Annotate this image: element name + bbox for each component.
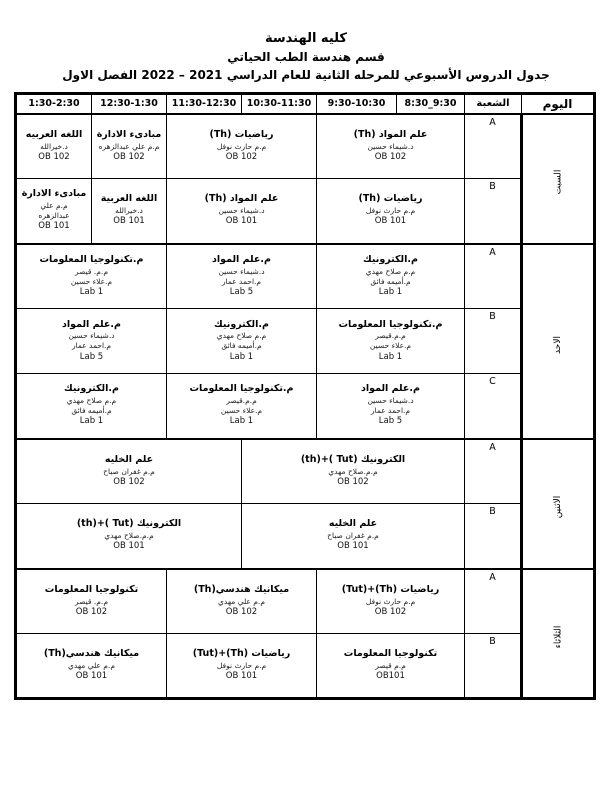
course-cell (167, 374, 317, 439)
time-header-4: 11:30-12:30 (167, 94, 242, 114)
course-teacher: م.م علي مهدي (68, 660, 115, 670)
course-title: مبادىء الادارة (96, 128, 162, 140)
course-teacher: م.م حارث نوفل (216, 660, 267, 670)
course-cell (16, 439, 242, 504)
course-room: OB 101 (337, 541, 369, 552)
course-title: علم الخليه (328, 518, 378, 530)
document-header (0, 0, 612, 84)
course-title: علم الخليه (104, 453, 154, 465)
course-cell (16, 504, 242, 569)
course-title: م.علم المواد (212, 253, 271, 265)
department-title: قسم هندسة الطب الحياتي (227, 50, 385, 64)
course-room: Lab 1 (378, 286, 403, 297)
course-room: OB 101 (75, 671, 108, 682)
schedule-row-الاحد-A (16, 244, 595, 309)
course-teacher: م.علاء حسين (70, 276, 113, 286)
course-teacher: م.م حارث نوفل (365, 596, 416, 606)
day-label: السبت (552, 169, 563, 195)
course-room: OB 101 (374, 216, 407, 227)
course-teacher: م.م صلاح مهدي (365, 266, 416, 276)
course-title: م.الكترونيك (214, 318, 269, 330)
course-room: Lab 5 (79, 351, 104, 362)
time-header-5: 12:30-1:30 (92, 94, 167, 114)
course-teacher: م.علاء حسين (220, 406, 263, 416)
course-teacher: م.م علي (40, 201, 68, 211)
course-title: الكترونيك (Tut )+(th) (300, 453, 406, 465)
course-room: OB 102 (225, 606, 258, 617)
time-header-6: 1:30-2:30 (16, 94, 92, 114)
course-title: م.تكنولوجيا المعلومات (189, 383, 294, 395)
course-teacher: م.أميمه فائق (370, 276, 411, 286)
section-cell: B (465, 309, 522, 374)
course-title: م.علم المواد (62, 318, 121, 330)
day-cell-1 (522, 114, 595, 244)
course-teacher: د.شيماء حسين (367, 396, 414, 406)
section-cell: A (465, 244, 522, 309)
course-cell (242, 504, 465, 569)
schedule-title: جدول الدروس الأسبوعي للمرحله الثانية للعام الدراسي 2021 – 2022 الفصل الاول (62, 68, 550, 82)
section-cell: B (465, 634, 522, 699)
course-teacher: م.م.صلاح مهدي (104, 531, 154, 541)
course-room: Lab 5 (378, 416, 403, 427)
course-cell (317, 114, 465, 179)
course-teacher: م.احمد عمار (71, 341, 112, 351)
course-title: اللغه العربيه (25, 128, 83, 140)
course-teacher: م.أميمه فائق (71, 406, 112, 416)
section-column-header: الشعبة (465, 94, 522, 114)
course-cell (167, 244, 317, 309)
course-teacher: م.احمد عمار (221, 276, 262, 286)
course-title: رياضيات (Th) (209, 128, 274, 140)
course-room: Lab 1 (229, 351, 254, 362)
course-cell (16, 374, 167, 439)
section-cell: B (465, 504, 522, 569)
day-label: الثلاثاء (553, 625, 563, 649)
course-title: الكترونيك (Tut )+(th) (76, 518, 182, 530)
course-room: OB 102 (38, 151, 70, 162)
course-title: رياضيات (Th) (358, 193, 423, 205)
section-cell: A (465, 569, 522, 634)
course-cell (16, 179, 92, 244)
schedule-row-الاثنين-A (16, 439, 595, 504)
course-room: OB 102 (113, 476, 145, 487)
course-room: Lab 1 (378, 351, 403, 362)
course-teacher: م.م صلاح مهدي (216, 331, 267, 341)
course-teacher: م.م غفران صباح (327, 531, 379, 541)
course-room: OB 101 (113, 541, 145, 552)
day-cell-2 (522, 244, 595, 439)
course-room: OB 102 (75, 606, 108, 617)
schedule-row-الاحد-C (16, 374, 595, 439)
course-title: م.الكترونيك (363, 253, 418, 265)
schedule-row-الاثنين-B (16, 504, 595, 569)
course-title: تكنولوجيا المعلومات (44, 583, 139, 595)
day-column-header: اليوم (522, 94, 595, 114)
course-title: ميكانيك هندسي(Th) (193, 583, 290, 595)
course-room: OB 102 (374, 151, 407, 162)
schedule-row-السبت-B (16, 179, 595, 244)
course-teacher: د.شيماء حسين (367, 141, 414, 151)
course-title: م.تكنولوجيا المعلومات (338, 318, 443, 330)
course-teacher: م.م حارث نوفل (216, 141, 267, 151)
course-cell (317, 309, 465, 374)
course-cell (317, 244, 465, 309)
course-cell (317, 374, 465, 439)
course-cell (16, 569, 167, 634)
course-teacher: م.أميمه فائق (221, 341, 262, 351)
day-cell-4 (522, 569, 595, 699)
section-cell: A (465, 439, 522, 504)
course-title: م.علم المواد (361, 383, 420, 395)
time-header-1: 8:30_9:30 (397, 94, 465, 114)
course-room: Lab 5 (229, 286, 254, 297)
course-cell (167, 634, 317, 699)
course-room: Lab 1 (229, 416, 254, 427)
day-cell-3 (522, 439, 595, 569)
course-cell (16, 634, 167, 699)
course-teacher: م.م غفران صباح (103, 466, 155, 476)
course-room: Lab 1 (79, 416, 104, 427)
course-title: تكنولوجيا المعلومات (343, 648, 438, 660)
schedule-row-الثلاثاء-B (16, 634, 595, 699)
course-cell (16, 244, 167, 309)
course-title: م.تكنولوجيا المعلومات (39, 253, 144, 265)
section-cell: C (465, 374, 522, 439)
course-cell (167, 179, 317, 244)
course-room: OB 102 (225, 151, 258, 162)
course-cell (167, 569, 317, 634)
course-title: رياضيات (Th)+(Tut) (192, 648, 291, 660)
day-label: الاثنين (552, 495, 563, 519)
course-teacher: م.م. قيصر (75, 596, 108, 606)
header-row (16, 94, 595, 114)
course-teacher: م.احمد عمار (370, 406, 411, 416)
section-cell: B (465, 179, 522, 244)
course-teacher: م.م حارث نوفل (365, 206, 416, 216)
time-header-2: 9:30-10:30 (317, 94, 397, 114)
course-title: ميكانيك هندسي(Th) (43, 648, 140, 660)
course-cell (92, 114, 167, 179)
course-cell (242, 439, 465, 504)
course-title: علم المواد (Th) (353, 128, 428, 140)
schedule-row-الاحد-B (16, 309, 595, 374)
course-teacher: م.م قيصر (375, 660, 406, 670)
course-teacher: م.م.قيصر (226, 396, 257, 406)
course-cell (317, 179, 465, 244)
course-teacher: م.م صلاح مهدي (66, 396, 117, 406)
course-title: علم المواد (Th) (204, 193, 279, 205)
course-teacher: د.شيماء حسين (218, 206, 265, 216)
course-room: OB101 (376, 671, 405, 682)
course-title: رياضيات (Th)+(Tut) (341, 583, 440, 595)
course-room: OB 102 (113, 151, 145, 162)
course-teacher: د.شيماء حسين (218, 266, 265, 276)
course-teacher: م.م.قيصر (375, 331, 406, 341)
course-teacher: عبدالزهره (38, 211, 70, 221)
course-title: مبادىء الادارة (21, 188, 87, 200)
course-room: OB 101 (38, 221, 70, 232)
section-cell: A (465, 114, 522, 179)
course-teacher: د.خيرالله (115, 206, 143, 216)
course-cell (16, 309, 167, 374)
schedule-row-السبت-A (16, 114, 595, 179)
course-room: Lab 1 (79, 286, 104, 297)
course-cell (317, 569, 465, 634)
course-cell (317, 634, 465, 699)
course-cell (92, 179, 167, 244)
course-room: OB 101 (113, 216, 145, 227)
course-cell (167, 309, 317, 374)
course-teacher: م.م. قيصر (75, 266, 108, 276)
course-teacher: م.م.صلاح مهدي (328, 466, 378, 476)
schedule-row-الثلاثاء-A (16, 569, 595, 634)
course-room: OB 101 (225, 671, 258, 682)
course-teacher: م.علاء حسين (369, 341, 412, 351)
course-room: OB 102 (374, 606, 407, 617)
course-teacher: م.م علي عبدالزهره (98, 141, 160, 151)
course-cell (16, 114, 92, 179)
course-teacher: د.شيماء حسين (68, 331, 115, 341)
course-teacher: م.م علي مهدي (218, 596, 265, 606)
schedule-table (14, 92, 596, 700)
course-title: اللغه العربية (100, 193, 158, 205)
course-cell (167, 114, 317, 179)
course-room: OB 102 (337, 476, 369, 487)
day-label: الاحد (552, 335, 563, 354)
course-teacher: د.خيرالله (40, 141, 68, 151)
course-title: م.الكترونيك (64, 383, 119, 395)
college-title: كليه الهندسة (265, 31, 347, 46)
course-room: OB 101 (225, 216, 258, 227)
time-header-3: 10:30-11:30 (242, 94, 317, 114)
